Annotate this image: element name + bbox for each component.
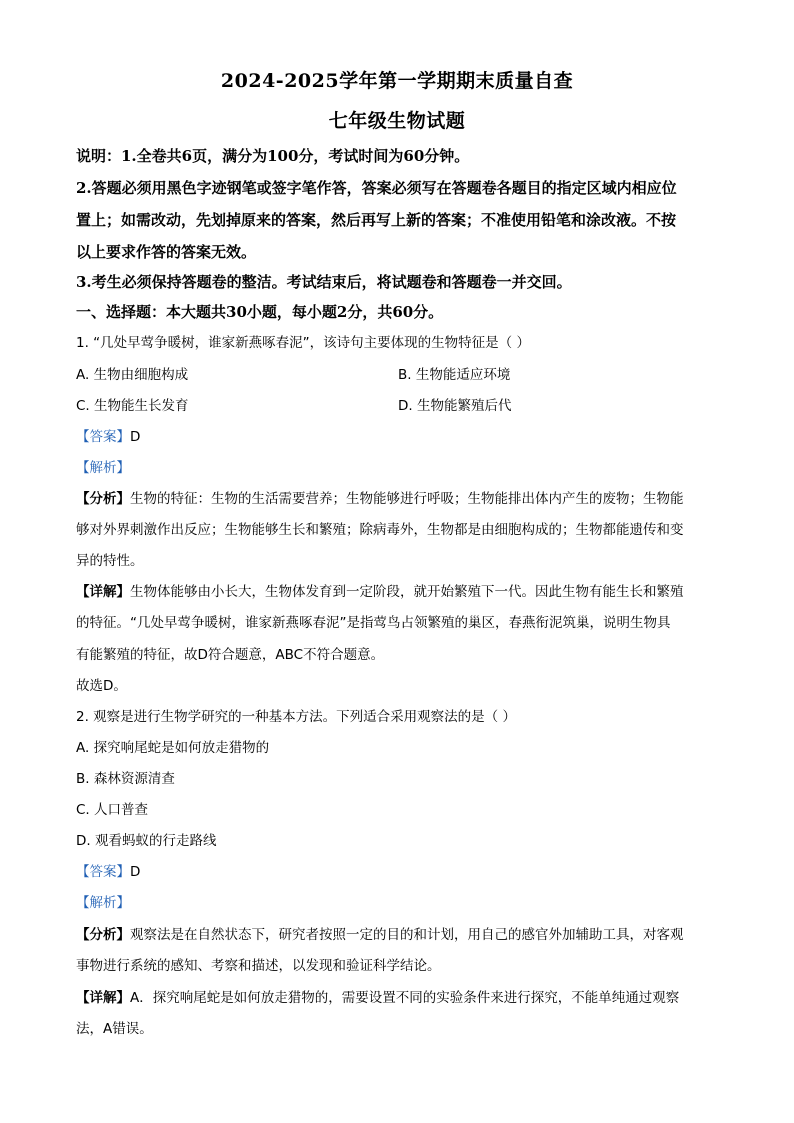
question-2-option-d: D. 观看蚂蚁的行走路线 xyxy=(76,833,217,849)
instruction-line-3: 3.考生必须保持答题卷的整洁。考试结束后，将试题卷和答题卷一并交回。 xyxy=(76,273,572,291)
question-2-fenxi-line-1 xyxy=(76,925,726,945)
answer-tag: 【答案】 xyxy=(76,864,130,880)
answer-value: D xyxy=(130,864,141,880)
question-2-option-b: B. 森林资源清查 xyxy=(76,771,175,787)
fenxi-text: 生物的特征：生物的生活需要营养；生物能够进行呼吸；生物能排出体内产生的废物；生物能 xyxy=(130,491,684,507)
fenxi-tag: 【分析】 xyxy=(76,491,130,507)
question-2-detail-line-2: 法，A错误。 xyxy=(76,1021,153,1037)
detail-text: A．探究响尾蛇是如何放走猎物的，需要设置不同的实验条件来进行探究，不能单纯通过观察 xyxy=(130,990,680,1006)
question-1-conclusion: 故选D。 xyxy=(76,678,127,694)
question-1-option-c: C. 生物能生长发育 xyxy=(76,398,189,414)
question-1-analysis-tag: 【解析】 xyxy=(76,460,130,476)
question-1-option-a: A. 生物由细胞构成 xyxy=(76,367,189,383)
answer-value: D xyxy=(130,429,141,445)
question-1-option-d: D. 生物能繁殖后代 xyxy=(398,398,512,414)
instruction-line-2a: 2.答题必须用黑色字迹钢笔或签字笔作答，答案必须写在答题卷各题目的指定区域内相应位 xyxy=(76,179,677,197)
question-1-fenxi-line-3: 异的特性。 xyxy=(76,553,144,569)
page-title: 2024-2025学年第一学期期末质量自查 xyxy=(220,70,574,92)
question-2-detail-line-1 xyxy=(76,988,726,1008)
question-2-stem: 2. 观察是进行生物学研究的一种基本方法。下列适合采用观察法的是（ ） xyxy=(76,709,516,725)
section-heading: 一、选择题：本大题共30小题，每小题2分，共60分。 xyxy=(76,303,444,321)
instruction-line-2c: 以上要求作答的答案无效。 xyxy=(76,243,257,261)
instruction-line-1: 说明：1.全卷共6页，满分为100分，考试时间为60分钟。 xyxy=(76,147,470,165)
page-subtitle: 七年级生物试题 xyxy=(328,110,466,132)
instruction-line-2b: 置上；如需改动，先划掉原来的答案，然后再写上新的答案；不准使用铅笔和涂改液。不按 xyxy=(76,211,677,229)
question-2-answer xyxy=(76,862,726,882)
question-1-stem: 1. “几处早莺争暖树，谁家新燕啄春泥”，该诗句主要体现的生物特征是（ ） xyxy=(76,335,530,351)
question-2-analysis-tag: 【解析】 xyxy=(76,895,130,911)
question-1-option-b: B. 生物能适应环境 xyxy=(398,367,511,383)
question-2-option-c: C. 人口普查 xyxy=(76,802,149,818)
detail-tag: 【详解】 xyxy=(76,990,130,1006)
fenxi-text: 观察法是在自然状态下，研究者按照一定的目的和计划，用自己的感官外加辅助工具，对客观 xyxy=(130,927,684,943)
detail-tag: 【详解】 xyxy=(76,584,130,600)
detail-text: 生物体能够由小长大，生物体发育到一定阶段，就开始繁殖下一代。因此生物有能生长和繁殖 xyxy=(130,584,684,600)
question-1-detail-line-2: 的特征。“几处早莺争暖树，谁家新燕啄春泥”是指莺鸟占领繁殖的巢区，春燕衔泥筑巢，说明生物具 xyxy=(76,615,671,631)
question-1-fenxi-line-2: 够对外界刺激作出反应；生物能够生长和繁殖；除病毒外，生物都是由细胞构成的；生物都能遗传和变 xyxy=(76,522,684,538)
fenxi-tag: 【分析】 xyxy=(76,927,130,943)
answer-tag: 【答案】 xyxy=(76,429,130,445)
question-1-detail-line-1 xyxy=(76,582,726,602)
question-1-detail-line-3: 有能繁殖的特征，故D符合题意，ABC不符合题意。 xyxy=(76,647,385,663)
question-1-fenxi-line-1 xyxy=(76,489,726,509)
question-2-option-a: A. 探究响尾蛇是如何放走猎物的 xyxy=(76,740,270,756)
question-2-fenxi-line-2: 事物进行系统的感知、考察和描述，以发现和验证科学结论。 xyxy=(76,958,441,974)
question-1-answer xyxy=(76,427,726,447)
